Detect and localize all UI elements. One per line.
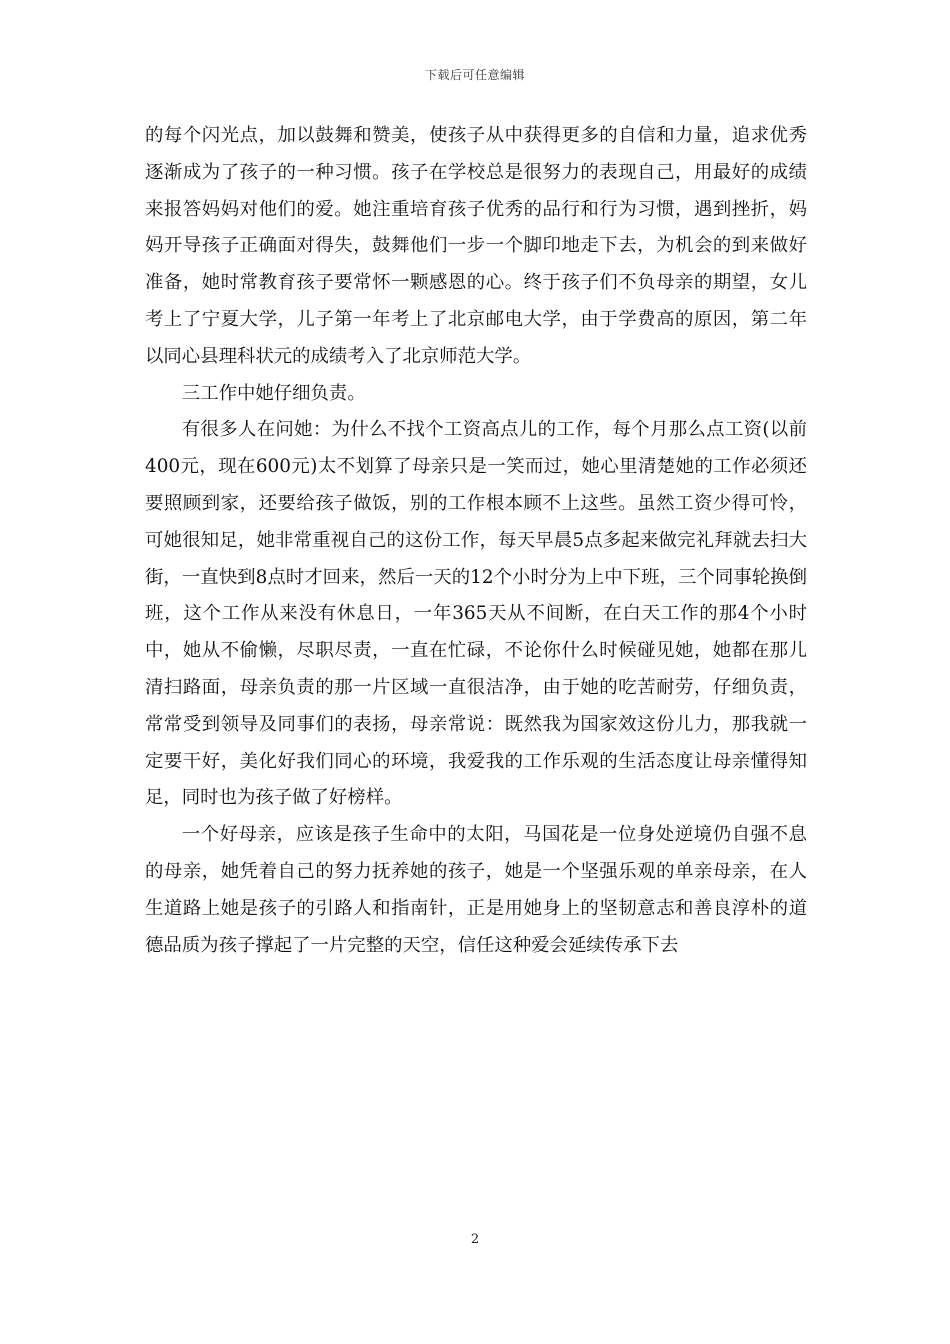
paragraph-conclusion: 一个好母亲，应该是孩子生命中的太阳，马国花是一位身处逆境仍自强不息的母亲，她凭着自己的努力抚养她的孩子，她是一个坚强乐观的单亲母亲，在人生道路上她是孩子的引路人和指南针，正是用她身上的坚韧意志和善良淳朴的道德品质为孩子撑起了一片完整的天空，信任这种爱会延续传承下去: [145, 824, 807, 956]
page-header: 下载后可任意编辑: [424, 68, 525, 82]
document-body: [145, 118, 807, 964]
paragraph-continued: 的每个闪光点，加以鼓舞和赞美，使孩子从中获得更多的自信和力量，追求优秀逐渐成为了孩子的一种习惯。孩子在学校总是很努力的表现自己，用最好的成绩来报答妈妈对他们的爱。她注重培育孩子优秀的品行和行为习惯，遇到挫折，妈妈开导孩子正确面对得失，鼓舞他们一步一个脚印地走下去，为机会的到来做好准备，她时常教育孩子要常怀一颗感恩的心。终于孩子们不负母亲的期望，女儿考上了宁夏大学，儿子第一年考上了北京邮电大学，由于学费高的原因，第二年以同心县理科状元的成绩考入了北京师范大学。: [145, 125, 807, 367]
paragraph-work: 有很多人在问她：为什么不找个工资高点儿的工作，每个月那么点工资(以前400元，现在600元)太不划算了母亲只是一笑而过，她心里清楚她的工作必须还要照顾到家，还要给孩子做饭，别的工作根本顾不上这些。虽然工资少得可怜，可她很知足，她非常重视自己的这份工作，每天早晨5点多起来做完礼拜就去扫大街，一直快到8点时才回来，然后一天的12个小时分为上中下班，三个同事轮换倒班，这个工作从来没有休息日，一年365天从不间断，在白天工作的那4个小时中，她从不偷懒，尽职尽责，一直在忙碌，不论你什么时候碰见她，她都在那儿清扫路面，母亲负责的那一片区域一直很洁净，由于她的吃苦耐劳，仔细负责，常常受到领导及同事们的表扬，母亲常说：既然我为国家效这份儿力，那我就一定要干好，美化好我们同心的环境，我爱我的工作乐观的生活态度让母亲懂得知足，同时也为孩子做了好榜样。: [145, 419, 807, 809]
page-number: 2: [470, 1232, 480, 1247]
section-heading: 三工作中她仔细负责。: [181, 382, 366, 404]
